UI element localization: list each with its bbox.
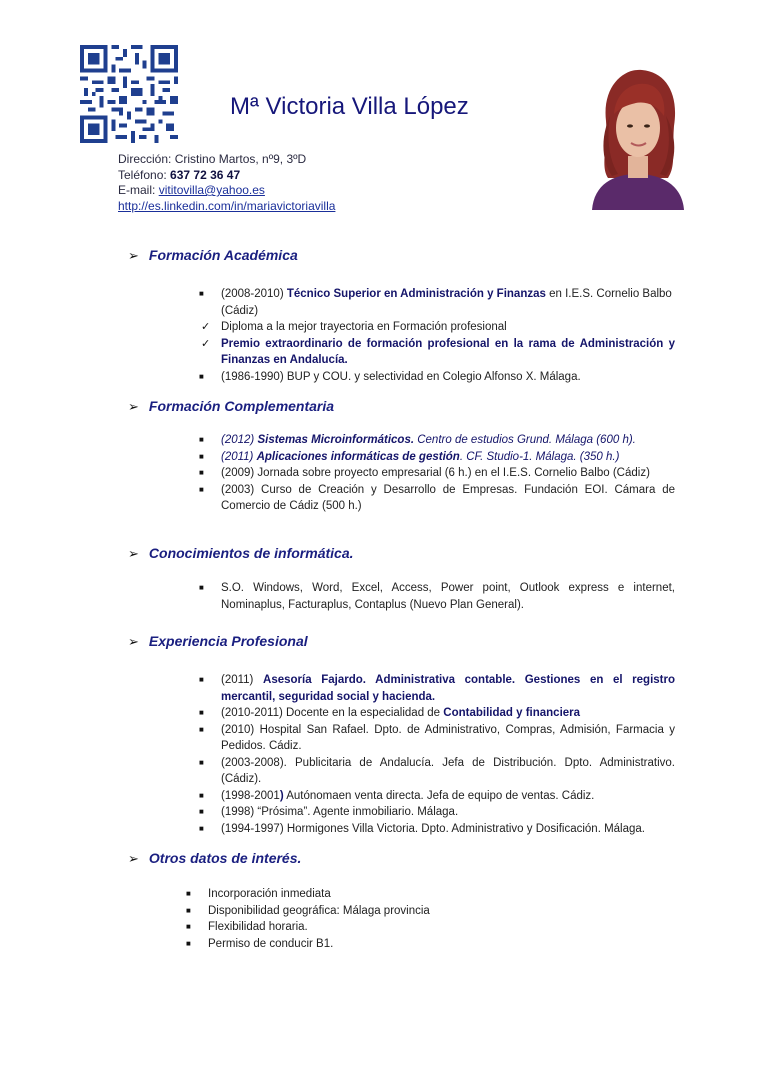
item-text: en I.E.S. Cornelio Balbo (Cádiz) [221,288,672,317]
item-bold-text: Técnico Superior en Administración y Finanzas [286,288,546,300]
item-text: (2011) [221,674,254,686]
square-bullet-icon: ■ [199,807,204,816]
item-text: S.O. Windows, Word, Excel, Access, Power point, Outlook express e internet, Nominaplus, Facturaplus, Contaplus (Nuevo Plan General). [221,582,675,611]
item-bold-text: Asesoría Fajardo. Administrativa contable. Gestiones en el registro mercantil, seguridad social y hacienda. [221,674,676,703]
section-title-text: Experiencia Profesional [148,633,308,649]
list-complementaria [199,432,675,515]
arrow-bullet-icon: ➢ [128,399,139,414]
item-text: (2011) [221,450,254,463]
square-bullet-icon: ■ [199,708,204,717]
arrow-bullet-icon: ➢ [128,248,139,263]
item-text: (1994-1997) Hormigones Villa Victoria. Dpto. Administrativo y Dosificación. Málaga. [221,822,645,835]
list-item [199,432,675,449]
list-informatica [199,580,675,613]
item-text: (1998-2001 [221,789,280,802]
item-text: (2012) [221,434,255,446]
arrow-bullet-icon: ➢ [128,634,139,649]
item-text: (1986-1990) BUP y COU. y selectividad en Colegio Alfonso X. Málaga. [221,370,581,383]
section-title-text: Otros datos de interés. [148,850,302,866]
list-item [199,821,675,838]
email-label: E-mail: [118,183,156,197]
sub-item-text: Premio extraordinario de formación profesional en la rama de Administración y Finanzas en Andalucía. [221,337,675,366]
address-value: Cristino Martos, nº9, 3ºD [174,152,307,166]
list-item [186,919,628,936]
list-item [199,804,675,821]
square-bullet-icon: ■ [199,451,204,461]
list-otros [186,886,628,952]
list-item [199,788,675,805]
square-bullet-icon: ■ [199,675,204,684]
list-item [186,936,628,953]
item-text: Permiso de conducir B1. [208,937,334,950]
list-item [199,580,675,613]
list-item [199,286,675,319]
item-text: (1998) “Prósima”. Agente inmobiliario. Málaga. [221,806,459,818]
checkmark-icon: ✓ [201,337,211,350]
sub-item-text: Diploma a la mejor trayectoria en Formación profesional [221,321,507,333]
section-title-academica [128,247,298,264]
item-text: Flexibilidad horaria. [208,921,308,933]
item-bold-text: ) [279,789,284,802]
square-bullet-icon: ■ [199,724,204,734]
item-text: Incorporación inmediata [208,888,331,900]
section-title-complementaria [128,398,334,415]
candidate-name: Mª Victoria Villa López [230,93,469,120]
item-text: Autónomaen venta directa. Jefa de equipo de ventas. Cádiz. [286,789,595,802]
profile-photo [584,66,691,210]
list-item [186,903,628,920]
item-text: (2003) Curso de Creación y Desarrollo de Empresas. Fundación EOI. Cámara de Comercio de Cádiz (500 h.) [221,483,675,512]
item-text: (2008-2010) [221,288,284,300]
item-text: (2009) Jornada sobre proyecto empresarial (6 h.) en el I.E.S. Cornelio Balbo (Cádiz) [221,467,650,479]
section-title-text: Formación Académica [148,247,298,263]
email-row [118,183,335,199]
section-title-text: Formación Complementaria [148,398,335,414]
list-item [199,482,675,515]
list-item [199,465,675,482]
square-bullet-icon: ■ [199,583,204,592]
item-text: Disponibilidad geográfica: Málaga provincia [208,904,430,917]
list-item [199,755,675,788]
square-bullet-icon: ■ [199,468,204,477]
square-bullet-icon: ■ [186,889,191,898]
list-item [199,722,675,755]
qr-code [80,45,178,143]
arrow-bullet-icon: ➢ [128,546,139,561]
address-row [118,152,335,168]
linkedin-row [118,199,335,215]
arrow-bullet-icon: ➢ [128,851,139,866]
square-bullet-icon: ■ [199,757,204,767]
contact-block [118,152,335,214]
item-bold-text: Aplicaciones informáticas de gestión [256,450,460,463]
phone-row [118,168,335,184]
section-title-informatica [128,545,354,562]
square-bullet-icon: ■ [199,371,204,381]
item-bold-text: Sistemas Microinformáticos. [257,434,415,446]
item-text: Centro de estudios Grund. Málaga (600 h). [417,434,636,446]
linkedin-link[interactable]: http://es.linkedin.com/in/mariavictoriavilla [118,198,336,213]
square-bullet-icon: ■ [199,484,204,494]
section-title-experiencia [128,633,308,650]
square-bullet-icon: ■ [199,823,204,833]
list-item [186,886,628,903]
square-bullet-icon: ■ [199,289,204,298]
square-bullet-icon: ■ [199,435,204,444]
list-item [199,449,675,466]
item-text: (2010-2011) Docente en la especialidad de [221,707,441,719]
section-title-otros [128,850,301,867]
item-text: (2010) Hospital San Rafael. Dpto. de Administrativo, Compras, Admisión, Farmacia y Pedidos. Cádiz. [221,723,675,752]
phone-label: Teléfono: [118,167,167,182]
phone-value: 637 72 36 47 [170,167,241,182]
square-bullet-icon: ■ [186,905,191,915]
sub-item [175,319,675,336]
checkmark-icon: ✓ [201,321,211,333]
section-title-text: Conocimientos de informática. [148,545,354,561]
email-link[interactable]: vititovilla@yahoo.es [158,183,265,197]
address-label: Dirección: [118,152,172,166]
square-bullet-icon: ■ [186,922,191,931]
item-text: . CF. Studio-1. Málaga. (350 h.) [459,450,620,463]
item-text: (2003-2008). Publicitaria de Andalucía. Jefa de Distribución. Dpto. Administrativo. (Cádiz). [221,756,675,785]
list-item [199,369,675,386]
sub-item [175,336,675,369]
list-experiencia [199,672,676,837]
item-bold-text: Contabilidad y financiera [443,707,581,719]
list-academica [199,286,675,385]
list-item [199,705,675,722]
list-item [199,672,676,705]
square-bullet-icon: ■ [186,938,191,948]
square-bullet-icon: ■ [199,790,204,800]
